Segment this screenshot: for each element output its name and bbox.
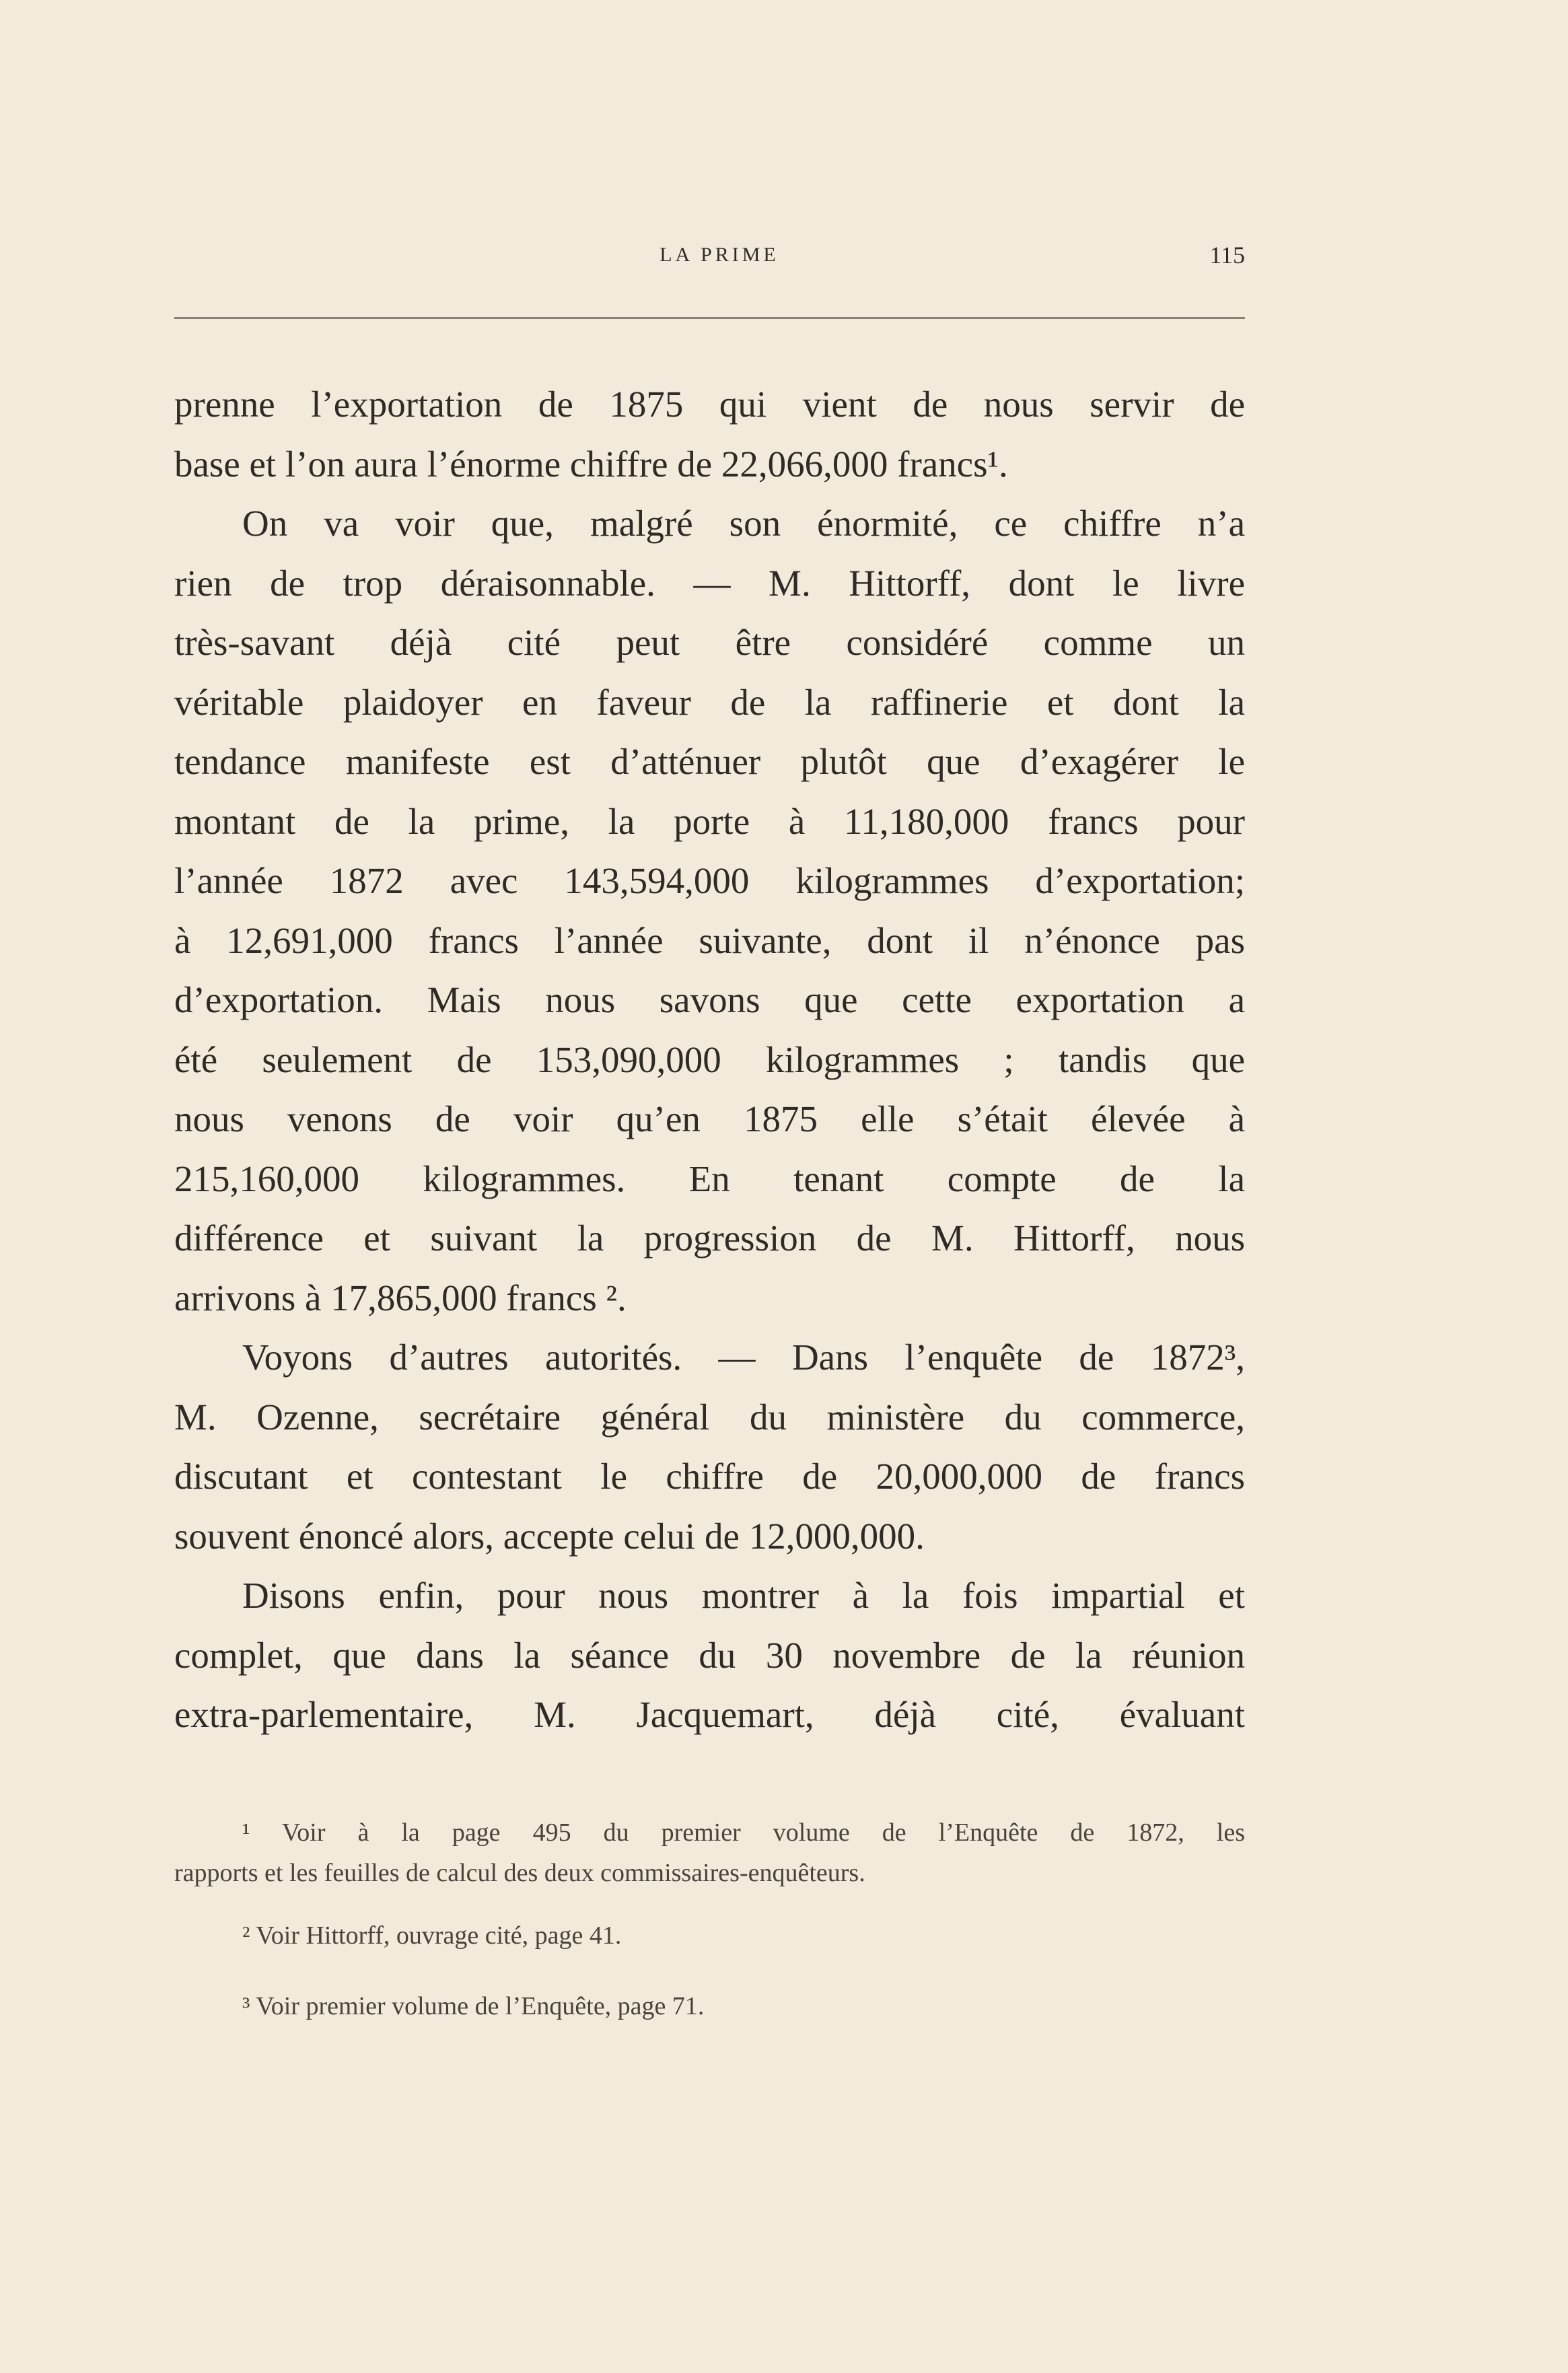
text-line [174, 1626, 1245, 1686]
text-line-content: discutant et contestant le chiffre de 20,000,000 de francs [174, 1456, 1245, 1497]
text-line [174, 1149, 1245, 1209]
text-line [174, 1269, 1245, 1329]
text-line [174, 613, 1245, 673]
footnote-1: ¹ Voir à la page 495 du premier volume de l’Enquête de 1872, les [242, 1818, 1245, 1847]
footnote-2: ² Voir Hittorff, ouvrage cité, page 41. [242, 1921, 622, 1950]
text-line-content: 215,160,000 kilogrammes. En tenant compte de la [174, 1158, 1245, 1199]
text-line-content: montant de la prime, la porte à 11,180,000 francs pour [174, 800, 1245, 842]
text-line-content: base et l’on aura l’énorme chiffre de 22,066,000 francs¹. [174, 443, 1008, 485]
text-line [174, 494, 1245, 554]
text-line-content: souvent énoncé alors, accepte celui de 12,000,000. [174, 1515, 925, 1557]
text-line [174, 1090, 1245, 1149]
text-line-content: véritable plaidoyer en faveur de la raffinerie et dont la [174, 681, 1245, 723]
page-number: 115 [1209, 242, 1245, 269]
text-line [174, 1566, 1245, 1626]
text-line-content: d’exportation. Mais nous savons que cette exportation a [174, 979, 1245, 1020]
text-line-content: M. Ozenne, secrétaire général du ministère du commerce, [174, 1396, 1245, 1438]
text-line-content: Voyons d’autres autorités. — Dans l’enquête de 1872³, [242, 1337, 1245, 1378]
text-line [174, 1030, 1245, 1090]
text-line [174, 1388, 1245, 1448]
text-line [174, 792, 1245, 852]
text-line-content: nous venons de voir qu’en 1875 elle s’était élevée à [174, 1098, 1245, 1139]
footnotes [174, 1812, 1245, 2026]
header-rule [174, 317, 1245, 319]
text-line [174, 970, 1245, 1030]
footnote-3: ³ Voir premier volume de l’Enquête, page 71. [242, 1992, 705, 2020]
text-line-content: Disons enfin, pour nous montrer à la fois impartial et [242, 1575, 1245, 1616]
text-line [174, 375, 1245, 435]
text-line-content: à 12,691,000 francs l’année suivante, dont il n’énonce pas [174, 919, 1245, 961]
text-line-content: l’année 1872 avec 143,594,000 kilogrammes d’exportation; [174, 860, 1245, 901]
text-line [174, 1447, 1245, 1507]
text-line-content: été seulement de 153,090,000 kilogrammes ; tandis que [174, 1038, 1245, 1080]
running-title: LA PRIME [660, 244, 779, 266]
text-line [174, 1507, 1245, 1567]
text-line-content: rien de trop déraisonnable. — M. Hittorff, dont le livre [174, 562, 1245, 604]
text-line-content: On va voir que, malgré son énormité, ce chiffre n’a [242, 503, 1245, 544]
text-line [174, 851, 1245, 911]
text-line [174, 554, 1245, 614]
text-line [174, 732, 1245, 792]
text-line-content: extra-parlementaire, M. Jacquemart, déjà cité, évaluant [174, 1694, 1245, 1735]
text-line [174, 1685, 1245, 1745]
text-line [174, 1209, 1245, 1269]
text-line-content: arrivons à 17,865,000 francs ². [174, 1277, 627, 1318]
text-line [174, 1328, 1245, 1388]
text-line [174, 911, 1245, 971]
text-line-content: complet, que dans la séance du 30 novembre de la réunion [174, 1634, 1245, 1676]
text-line-content: très-savant déjà cité peut être considéré comme un [174, 622, 1245, 663]
footnote-1-continued: rapports et les feuilles de calcul des deux commissaires-enquêteurs. [174, 1859, 865, 1887]
text-line-content: tendance manifeste est d’atténuer plutôt que d’exagérer le [174, 741, 1245, 782]
text-line [174, 435, 1245, 495]
text-line [174, 673, 1245, 733]
text-line-content: prenne l’exportation de 1875 qui vient de nous servir de [174, 384, 1245, 425]
text-line-content: différence et suivant la progression de M. Hittorff, nous [174, 1217, 1245, 1259]
body-text [174, 375, 1245, 1745]
